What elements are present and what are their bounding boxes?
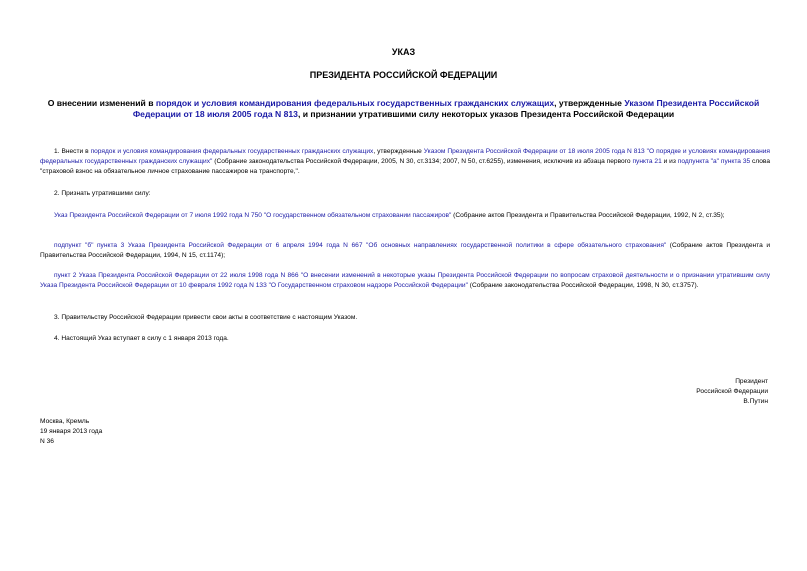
- p1-text-5: слова "страховой взнос на обязательное личное страхование пассажиров на транспорте,".: [40, 158, 771, 175]
- number-line: N 36: [40, 438, 54, 445]
- paragraph-5: [40, 271, 770, 291]
- p1-text-1: 1. Внести в: [54, 148, 91, 155]
- p3-text-1: (Собрание актов Президента и Правительства Российской Федерации, 1992, N 2, ст.35);: [451, 212, 725, 219]
- p1-text-2: , утвержденные: [373, 148, 424, 155]
- date-line: 19 января 2013 года: [40, 428, 103, 435]
- p1-text-3: (Собрание законодательства Российской Федерации, 2005, N 30, ст.3134; 2007, N 50, ст.6255), изменения, исключив из абзаца первого: [212, 158, 633, 165]
- paragraph-4: [40, 241, 770, 261]
- p4-text-1: (Собрание актов Президента и Правительства Российской Федерации, 1994, N 15, ст.1174);: [40, 242, 770, 259]
- p4-link-decree-667[interactable]: подпункт "б" пункта 3 Указа Президента Российской Федерации от 6 апреля 1994 года N 667 "Об основных направлениях государственной политики в сфере обязательного страхования": [54, 242, 667, 249]
- heading-text-2: , утвержденные: [554, 98, 625, 108]
- document-title: УКАЗ: [391, 47, 416, 57]
- signature-line-3: В.Путин: [743, 398, 768, 405]
- heading-link-decree-813[interactable]: Указом Президента Российской Федерации от 18 июля 2005 года N 813: [132, 98, 760, 119]
- paragraph-3: [40, 211, 770, 221]
- document-heading: [40, 98, 767, 120]
- p5-link-decree-866[interactable]: пункт 2 Указа Президента Российской Федерации от 22 июля 1998 года N 866 "О внесении изменений в некоторые указы Президента Российской Федерации по вопросам страховой деятельности и о признании утратившим силу Указа Президента Российской Федерации от 10 февраля 1992 года N 133 "О Государственном страховом надзоре Российской Федерации": [40, 272, 770, 289]
- heading-link-procedure[interactable]: порядок и условия командирования федеральных государственных гражданских служащих: [155, 98, 555, 108]
- paragraph-7: 4. Настоящий Указ вступает в силу с 1 января 2013 года.: [54, 335, 229, 342]
- p3-link-decree-750[interactable]: Указ Президента Российской Федерации от 7 июля 1992 года N 750 "О государственном обязательном страховании пассажиров": [54, 212, 452, 219]
- signature-line-2: Российской Федерации: [696, 388, 768, 395]
- p1-link-item-21[interactable]: пункта 21: [632, 158, 662, 165]
- heading-text-1: О внесении изменений в: [47, 98, 156, 108]
- document-subtitle: ПРЕЗИДЕНТА РОССИЙСКОЙ ФЕДЕРАЦИИ: [309, 70, 498, 80]
- p1-text-4: и из: [661, 158, 678, 165]
- signature-block: [696, 377, 768, 407]
- place-date-block: [40, 417, 102, 447]
- paragraph-1: [40, 147, 770, 177]
- place-line: Москва, Кремль: [40, 418, 90, 425]
- paragraph-2: 2. Признать утратившими силу:: [54, 190, 151, 197]
- p5-text-1: (Собрание законодательства Российской Федерации, 1998, N 30, ст.3757).: [467, 282, 699, 289]
- paragraph-6: 3. Правительству Российской Федерации привести свои акты в соответствие с настоящим Указом.: [54, 314, 358, 321]
- p1-link-item-35[interactable]: подпункта "а" пункта 35: [677, 158, 751, 165]
- heading-text-3: , и признании утратившими силу некоторых указов Президента Российской Федерации: [297, 109, 675, 119]
- p1-link-decree-813[interactable]: Указом Президента Российской Федерации от 18 июля 2005 года N 813 "О порядке и условиях командирования федеральных государственных гражданских служащих": [40, 148, 770, 165]
- p1-link-procedure[interactable]: порядок и условия командирования федеральных государственных гражданских служащих: [90, 148, 374, 155]
- signature-line-1: Президент: [735, 378, 768, 385]
